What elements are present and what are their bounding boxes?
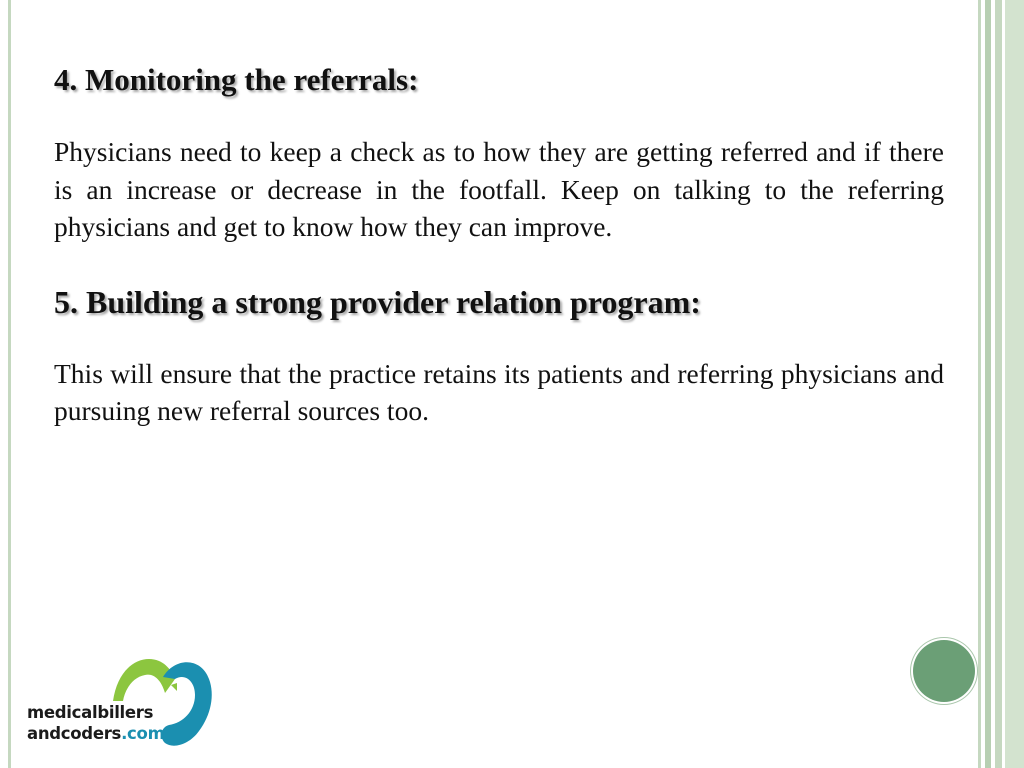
right-stripe-2 [985,0,991,768]
right-stripe-3 [995,0,1002,768]
slide-content [54,60,944,430]
right-stripe-4 [1005,0,1024,768]
green-circle-decoration [913,640,975,702]
logo-text-dotcom: .com [121,724,165,743]
section-5-heading: 5. Building a strong provider relation program: [54,283,701,320]
logo-text-andcoders: andcoders [27,724,122,743]
section-4-body: Physicians need to keep a check as to how they are getting referred and if there is an increase or decrease in the footfall. Keep on talking to the referring physicians and get to know how they can improve. [54,136,944,242]
company-logo [25,655,215,755]
left-border-line [8,0,11,768]
section-4-heading: 4. Monitoring the referrals: [54,62,419,97]
logo-text-line-2 [27,724,164,743]
logo-text-line-1: medicalbillers [27,703,154,722]
section-5-body: This will ensure that the practice retains its patients and referring physicians and pursuing new referral sources too. [54,357,944,426]
right-stripe-1 [978,0,981,768]
